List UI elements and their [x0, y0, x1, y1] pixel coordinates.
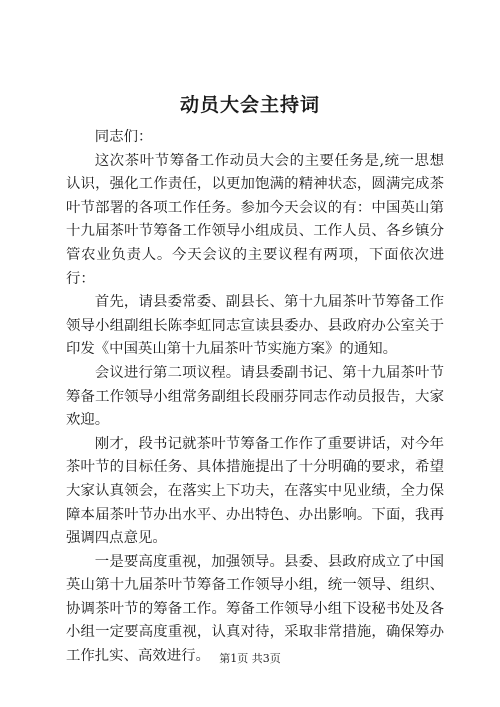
paragraph-point-one: 一是要高度重视，加强领导。县委、县政府成立了中国英山第十九届茶叶节筹备工作领导小组，统一领导、组织、协调茶叶节的筹备工作。筹备工作领导小组下设秘书处及各小组一定要高度重视，认真对待，采取非常措施，确保筹办工作扎实、高效进行。	[66, 553, 444, 665]
paragraph-agenda-one: 首先，请县委常委、副县长、第十九届茶叶节筹备工作领导小组副组长陈李虹同志宣读县委办、县政府办公室关于印发《中国英山第十九届茶叶节实施方案》的通知。	[66, 294, 444, 358]
paragraph-summary: 刚才，段书记就茶叶节筹备工作作了重要讲话，对今年茶叶节的目标任务、具体措施提出了十分明确的要求，希望大家认真领会，在落实上下功夫，在落实中见业绩，全力保障本届茶叶节办出水平、办出特色、办出影响。下面，我再强调四点意见。	[66, 435, 444, 547]
page-footer: 第1页 共3页	[219, 652, 281, 665]
document-title: 动员大会主持词	[179, 94, 320, 116]
paragraph-greeting: 同志们：	[94, 129, 153, 145]
document-body	[66, 126, 444, 669]
paragraph-intro: 这次茶叶节筹备工作动员大会的主要任务是,统一思想认识，强化工作责任，以更加饱满的精神状态，圆满完成茶叶节部署的各项工作任务。参加今天会议的有：中国英山第十九届茶叶节筹备工作领导小组成员、工作人员、各乡镇分管农业负责人。今天会议的主要议程有两项，下面依次进行：	[66, 152, 444, 287]
paragraph-agenda-two: 会议进行第二项议程。请县委副书记、第十九届茶叶节筹备工作领导小组常务副组长段丽芬同志作动员报告，大家欢迎。	[66, 364, 444, 429]
